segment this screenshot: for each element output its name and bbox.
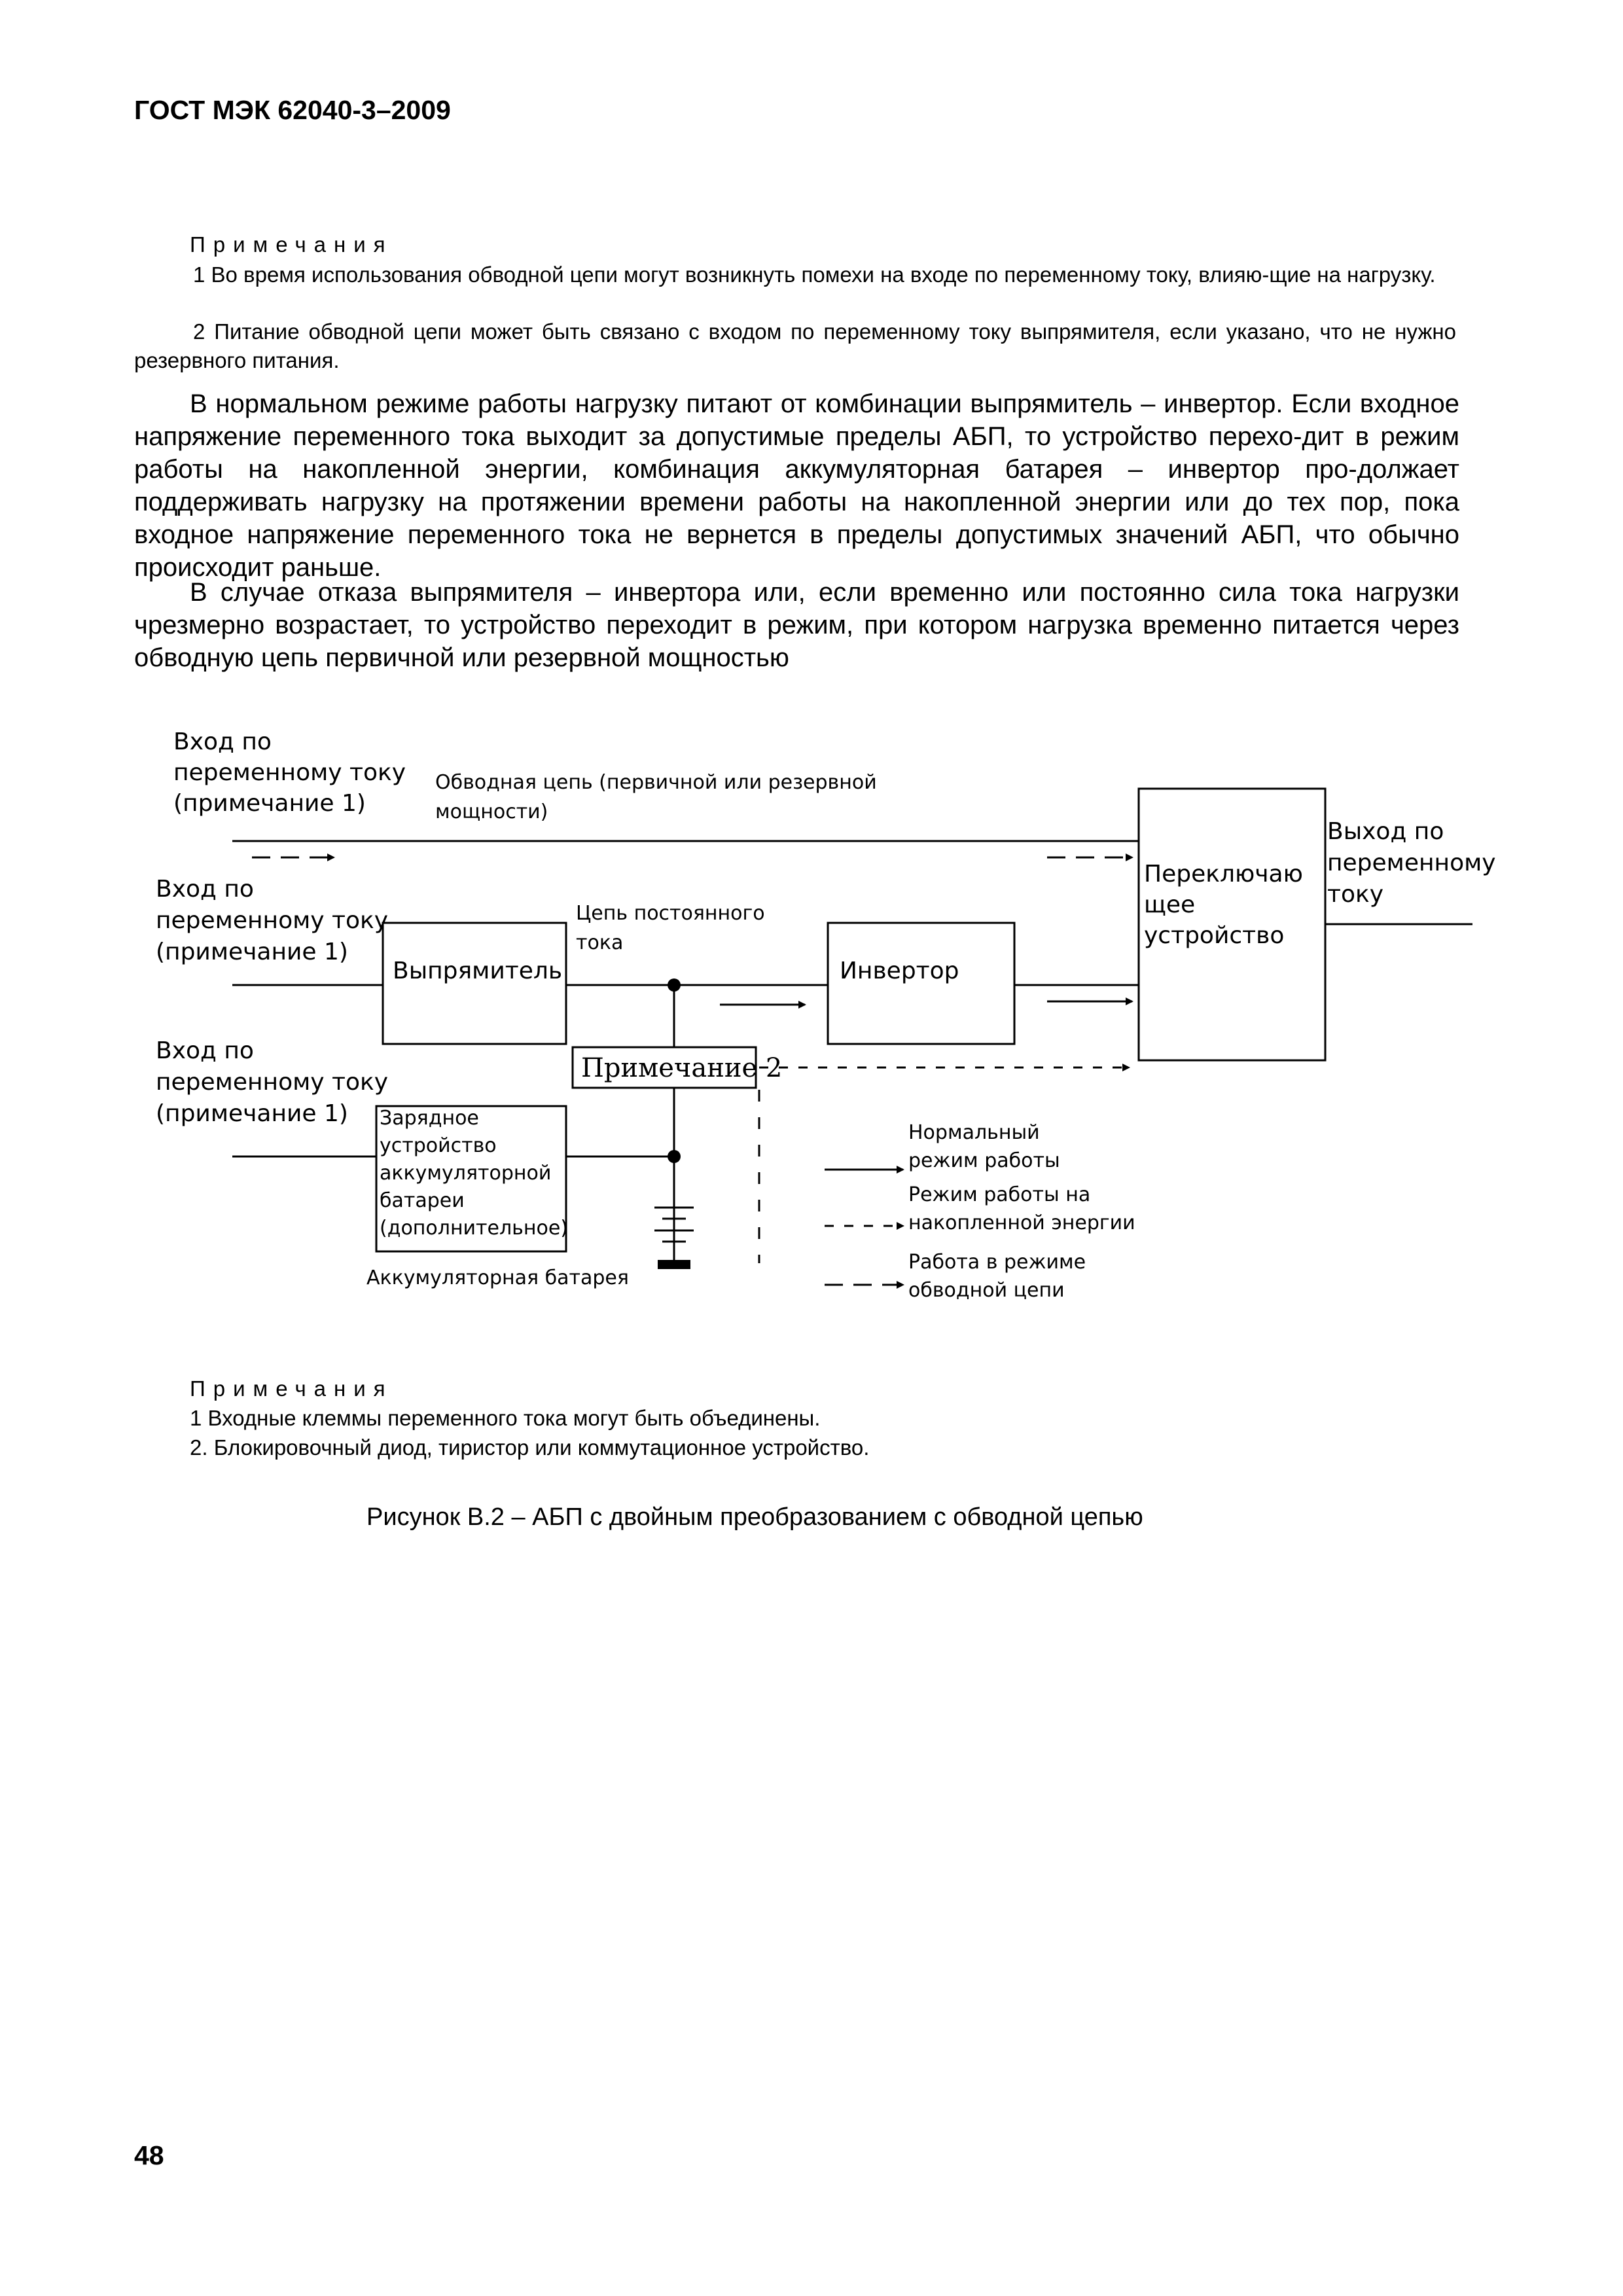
note-1-top: 1 Во время использования обводной цепи могут возникнуть помехи на входе по переменному току, влияю-щие на нагрузку. bbox=[193, 262, 1436, 287]
paragraph-2: В случае отказа выпрямителя – инвертора или, если временно или постоянно сила тока нагрузки чрезмерно возрастает, то устройство переходит в режим, при котором нагрузка временно питается через обводную цепь первичной или резервной мощностью bbox=[134, 578, 1459, 672]
input-2-line-2: переменному току bbox=[156, 907, 389, 934]
output-line-3: току bbox=[1327, 881, 1384, 908]
input-1-line-3: (примечание 1) bbox=[173, 790, 366, 817]
note-1-bottom: 1 Входные клеммы переменного тока могут быть объединены. bbox=[190, 1406, 821, 1430]
switch-line-1: Переключаю bbox=[1144, 861, 1303, 888]
rectifier-label: Выпрямитель bbox=[393, 958, 563, 984]
notes-title-bottom: Примечания bbox=[190, 1376, 393, 1401]
paragraph-1: В нормальном режиме работы нагрузку питают от комбинации выпрямитель – инвертор. Если входное напряжение переменного тока выходит за допустимые пределы АБП, то устройство перехо-дит в режим работы на накопленной энергии, комбинация аккумуляторная батарея – инвертор про-должает поддерживать нагрузку на протяжении времени работы на накопленной энергии или до тех пор, пока входное напряжение переменного тока не вернется в пределы допустимых значений АБП, что обычно происходит раньше. bbox=[134, 389, 1459, 582]
input-3-line-1: Вход по bbox=[156, 1037, 254, 1064]
dc-circuit-line-1: Цепь постоянного bbox=[576, 902, 765, 925]
note-2-bottom: 2. Блокировочный диод, тиристор или коммутационное устройство. bbox=[190, 1435, 870, 1460]
battery-label: Аккумуляторная батарея bbox=[366, 1266, 629, 1289]
switch-line-2: щее bbox=[1144, 891, 1196, 918]
input-1-line-1: Вход по bbox=[173, 728, 272, 755]
inverter-label: Инвертор bbox=[840, 958, 959, 984]
charger-line-5: (дополнительное) bbox=[380, 1217, 568, 1240]
charger-line-1: Зарядное bbox=[380, 1107, 479, 1130]
bypass-label-line-1: Обводная цепь (первичной или резервной bbox=[435, 771, 877, 794]
input-3-line-2: переменному току bbox=[156, 1069, 389, 1096]
note-2-top: 2 Питание обводной цепи может быть связано с входом по переменному току выпрямителя, если указано, что не нужно резервного питания. bbox=[134, 319, 1456, 372]
document-header: ГОСТ МЭК 62040-3–2009 bbox=[134, 95, 451, 125]
charger-line-2: устройство bbox=[380, 1134, 497, 1157]
legend-normal-line-1: Нормальный bbox=[908, 1121, 1040, 1144]
output-line-2: переменному bbox=[1327, 850, 1496, 876]
switch-line-3: устройство bbox=[1144, 922, 1285, 949]
dc-node-bottom bbox=[668, 1150, 681, 1163]
input-1-line-2: переменному току bbox=[173, 759, 406, 786]
output-line-1: Выход по bbox=[1327, 818, 1444, 845]
legend-stored-line-1: Режим работы на bbox=[908, 1183, 1091, 1206]
legend-stored-line-2: накопленной энергии bbox=[908, 1211, 1135, 1234]
legend-bypass-line-1: Работа в режиме bbox=[908, 1251, 1086, 1274]
input-2-line-3: (примечание 1) bbox=[156, 939, 348, 965]
dc-circuit-line-2: тока bbox=[576, 931, 624, 954]
input-3-line-3: (примечание 1) bbox=[156, 1100, 348, 1127]
notes-title-top: Примечания bbox=[190, 232, 393, 257]
battery-ground bbox=[658, 1260, 690, 1269]
bypass-label-line-2: мощности) bbox=[435, 800, 548, 823]
page-number: 48 bbox=[134, 2140, 164, 2170]
legend-normal-line-2: режим работы bbox=[908, 1149, 1060, 1172]
charger-line-3: аккумуляторной bbox=[380, 1162, 552, 1185]
input-2-line-1: Вход по bbox=[156, 876, 254, 903]
note2-label: Примечание 2 bbox=[581, 1053, 783, 1083]
legend-bypass-line-2: обводной цепи bbox=[908, 1279, 1065, 1302]
figure-caption: Рисунок В.2 – АБП с двойным преобразованием с обводной цепью bbox=[366, 1503, 1143, 1531]
charger-line-4: батареи bbox=[380, 1189, 465, 1212]
